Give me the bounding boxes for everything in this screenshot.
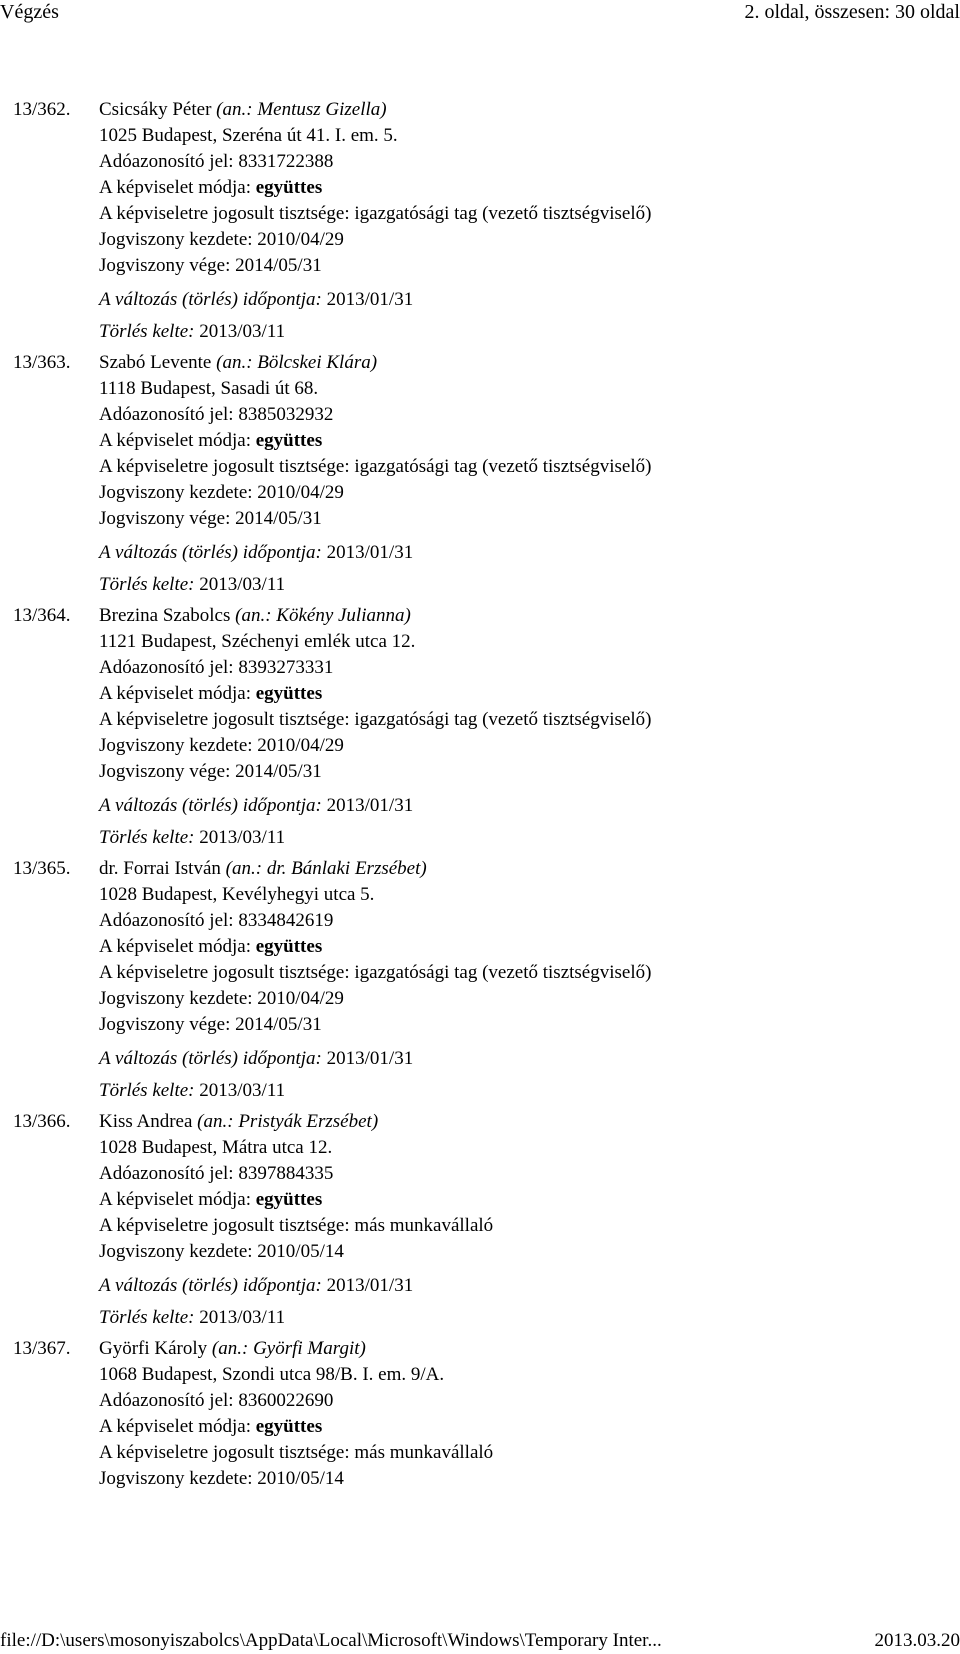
change-label: A változás (törlés) időpontja: [99,289,327,310]
start-label: Jogviszony kezdete: [99,482,258,503]
start-line [99,480,953,506]
person-line [99,856,953,882]
change-label: A változás (törlés) időpontja: [99,795,327,816]
deletion-value: 2013/03/11 [199,1307,286,1328]
rep-title-label: A képviseletre jogosult tisztsége: [99,1215,355,1236]
end-line [99,506,953,532]
rep-mode-value: együttes [255,177,323,198]
mother-prefix: (an.: [211,1338,254,1359]
tax-id-line [99,655,953,681]
rep-mode-line [99,681,953,707]
start-value: 2010/05/14 [257,1468,344,1489]
rep-mode-line [99,934,953,960]
rep-mode-line [99,428,953,454]
mother-name: dr. Bánlaki Erzsébet [266,858,421,879]
mother-name: Pristyák Erzsébet [238,1111,372,1132]
tax-id-label: Adóazonosító jel: [99,404,239,425]
change-value: 2013/01/31 [326,542,414,563]
person-name: Szabó Levente [99,352,212,373]
mother-name: Kökény Julianna [276,605,405,626]
rep-title-label: A képviseletre jogosult tisztsége: [99,203,355,224]
deletion-line [99,1301,953,1336]
change-label: A változás (törlés) időpontja: [99,542,327,563]
rep-mode-label: A képviselet módja: [99,430,256,451]
start-line [99,1466,953,1492]
end-label: Jogviszony vége: [99,761,236,782]
rep-title-line [99,454,953,480]
start-line [99,986,953,1012]
mother-suffix: ) [380,99,387,120]
print-date: 2013.03.20 [874,1630,960,1651]
rep-mode-value: együttes [255,1416,323,1437]
rep-mode-line [99,175,953,201]
address: 1025 Budapest, Szeréna út 41. I. em. 5. [99,125,398,146]
start-line [99,1239,953,1265]
end-label: Jogviszony vége: [99,255,236,276]
end-value: 2014/05/31 [235,508,322,529]
entry-number: 13/363. [13,352,71,373]
deletion-value: 2013/03/11 [199,1080,286,1101]
rep-mode-label: A képviselet módja: [99,1189,256,1210]
entry [13,603,953,856]
person-line [99,1336,953,1362]
rep-title-line [99,960,953,986]
change-line [99,1038,953,1074]
entry-number: 13/364. [13,605,71,626]
start-label: Jogviszony kezdete: [99,988,258,1009]
deletion-value: 2013/03/11 [199,827,286,848]
end-line [99,759,953,785]
change-value: 2013/01/31 [326,1048,414,1069]
rep-mode-value: együttes [255,430,323,451]
deletion-line [99,1074,953,1109]
person-name: Csicsáky Péter [99,99,212,120]
entry [13,1109,953,1336]
file-path: file://D:\users\mosonyiszabolcs\AppData\Local\Microsoft\Windows\Temporary Inter... [0,1630,662,1651]
rep-title-value: igazgatósági tag (vezető tisztségviselő) [354,709,652,730]
mother-suffix: ) [371,1111,379,1132]
address: 1121 Budapest, Széchenyi emlék utca 12. [99,631,416,652]
change-line [99,785,953,821]
change-value: 2013/01/31 [326,289,414,310]
deletion-line [99,821,953,856]
entry [13,1336,953,1492]
page-header [0,0,960,30]
person-line [99,1109,953,1135]
change-line [99,279,953,315]
entry-number: 13/366. [13,1111,71,1132]
deletion-value: 2013/03/11 [199,321,286,342]
rep-mode-label: A képviselet módja: [99,936,256,957]
deletion-label: Törlés kelte: [99,1080,200,1101]
entry-number: 13/367. [13,1338,71,1359]
tax-id-label: Adóazonosító jel: [99,657,239,678]
tax-id-label: Adóazonosító jel: [99,1390,239,1411]
mother-name: Mentusz Gizella [257,99,381,120]
mother-prefix: (an.: [216,99,258,120]
rep-mode-line [99,1414,953,1440]
entry-number: 13/365. [13,858,71,879]
page-footer [0,1628,960,1654]
start-label: Jogviszony kezdete: [99,735,258,756]
rep-mode-value: együttes [255,683,323,704]
tax-id-line [99,402,953,428]
entry [13,97,953,350]
deletion-label: Törlés kelte: [99,574,200,595]
tax-id-line [99,1161,953,1187]
entry-list [13,97,953,1492]
person-name: Kiss Andrea [99,1111,193,1132]
person-name: dr. Forrai István [99,858,221,879]
rep-title-value: más munkavállaló [354,1215,494,1236]
tax-id-value: 8360022690 [238,1390,334,1411]
tax-id-line [99,149,953,175]
tax-id-value: 8385032932 [238,404,334,425]
mother-prefix: (an.: [197,1111,239,1132]
mother-name: Györfi Margit [253,1338,360,1359]
tax-id-line [99,1388,953,1414]
deletion-label: Törlés kelte: [99,1307,200,1328]
entry [13,856,953,1109]
address: 1068 Budapest, Szondi utca 98/B. I. em. 9/A. [99,1364,445,1385]
rep-title-label: A képviseletre jogosult tisztsége: [99,962,355,983]
mother-suffix: ) [359,1338,366,1359]
change-line [99,532,953,568]
start-value: 2010/04/29 [257,988,344,1009]
rep-title-value: más munkavállaló [354,1442,494,1463]
change-line [99,1265,953,1301]
tax-id-line [99,908,953,934]
person-line [99,97,953,123]
start-value: 2010/04/29 [257,735,344,756]
end-value: 2014/05/31 [235,1014,322,1035]
tax-id-label: Adóazonosító jel: [99,151,239,172]
mother-prefix: (an.: [235,605,277,626]
end-label: Jogviszony vége: [99,1014,236,1035]
page-counter: 2. oldal, összesen: 30 oldal [744,1,960,23]
change-label: A változás (törlés) időpontja: [99,1048,327,1069]
rep-title-line [99,1213,953,1239]
deletion-value: 2013/03/11 [199,574,286,595]
start-label: Jogviszony kezdete: [99,1468,258,1489]
tax-id-value: 8334842619 [238,910,334,931]
rep-title-value: igazgatósági tag (vezető tisztségviselő) [354,962,652,983]
start-value: 2010/04/29 [257,482,344,503]
rep-mode-value: együttes [255,1189,323,1210]
end-value: 2014/05/31 [235,255,322,276]
deletion-label: Törlés kelte: [99,321,200,342]
mother-name: Bölcskei Klára [257,352,371,373]
rep-title-label: A képviseletre jogosult tisztsége: [99,709,355,730]
start-label: Jogviszony kezdete: [99,1241,258,1262]
address: 1118 Budapest, Sasadi út 68. [99,378,319,399]
person-line [99,603,953,629]
tax-id-value: 8393273331 [238,657,334,678]
tax-id-label: Adóazonosító jel: [99,910,239,931]
rep-mode-value: együttes [255,936,323,957]
deletion-line [99,568,953,603]
person-name: Györfi Károly [99,1338,208,1359]
entry-number: 13/362. [13,99,71,120]
mother-suffix: ) [370,352,378,373]
person-line [99,350,953,376]
rep-title-value: igazgatósági tag (vezető tisztségviselő) [354,203,652,224]
rep-mode-label: A képviselet módja: [99,1416,256,1437]
start-line [99,733,953,759]
end-line [99,253,953,279]
mother-prefix: (an.: [225,858,267,879]
start-value: 2010/05/14 [257,1241,344,1262]
tax-id-label: Adóazonosító jel: [99,1163,239,1184]
tax-id-value: 8331722388 [238,151,334,172]
change-label: A változás (törlés) időpontja: [99,1275,327,1296]
start-value: 2010/04/29 [257,229,344,250]
rep-title-value: igazgatósági tag (vezető tisztségviselő) [354,456,652,477]
change-value: 2013/01/31 [326,795,414,816]
tax-id-value: 8397884335 [238,1163,334,1184]
start-line [99,227,953,253]
end-value: 2014/05/31 [235,761,322,782]
person-name: Brezina Szabolcs [99,605,231,626]
deletion-label: Törlés kelte: [99,827,200,848]
rep-title-line [99,1440,953,1466]
rep-mode-line [99,1187,953,1213]
end-line [99,1012,953,1038]
end-label: Jogviszony vége: [99,508,236,529]
rep-title-line [99,201,953,227]
rep-mode-label: A képviselet módja: [99,177,256,198]
rep-title-label: A képviseletre jogosult tisztsége: [99,1442,355,1463]
mother-suffix: ) [404,605,411,626]
change-value: 2013/01/31 [326,1275,414,1296]
entry [13,350,953,603]
start-label: Jogviszony kezdete: [99,229,258,250]
rep-mode-label: A képviselet módja: [99,683,256,704]
address: 1028 Budapest, Kevélyhegyi utca 5. [99,884,375,905]
document-type: Végzés [0,1,59,23]
rep-title-label: A képviseletre jogosult tisztsége: [99,456,355,477]
rep-title-line [99,707,953,733]
mother-suffix: ) [420,858,427,879]
deletion-line [99,315,953,350]
mother-prefix: (an.: [216,352,258,373]
address: 1028 Budapest, Mátra utca 12. [99,1137,333,1158]
